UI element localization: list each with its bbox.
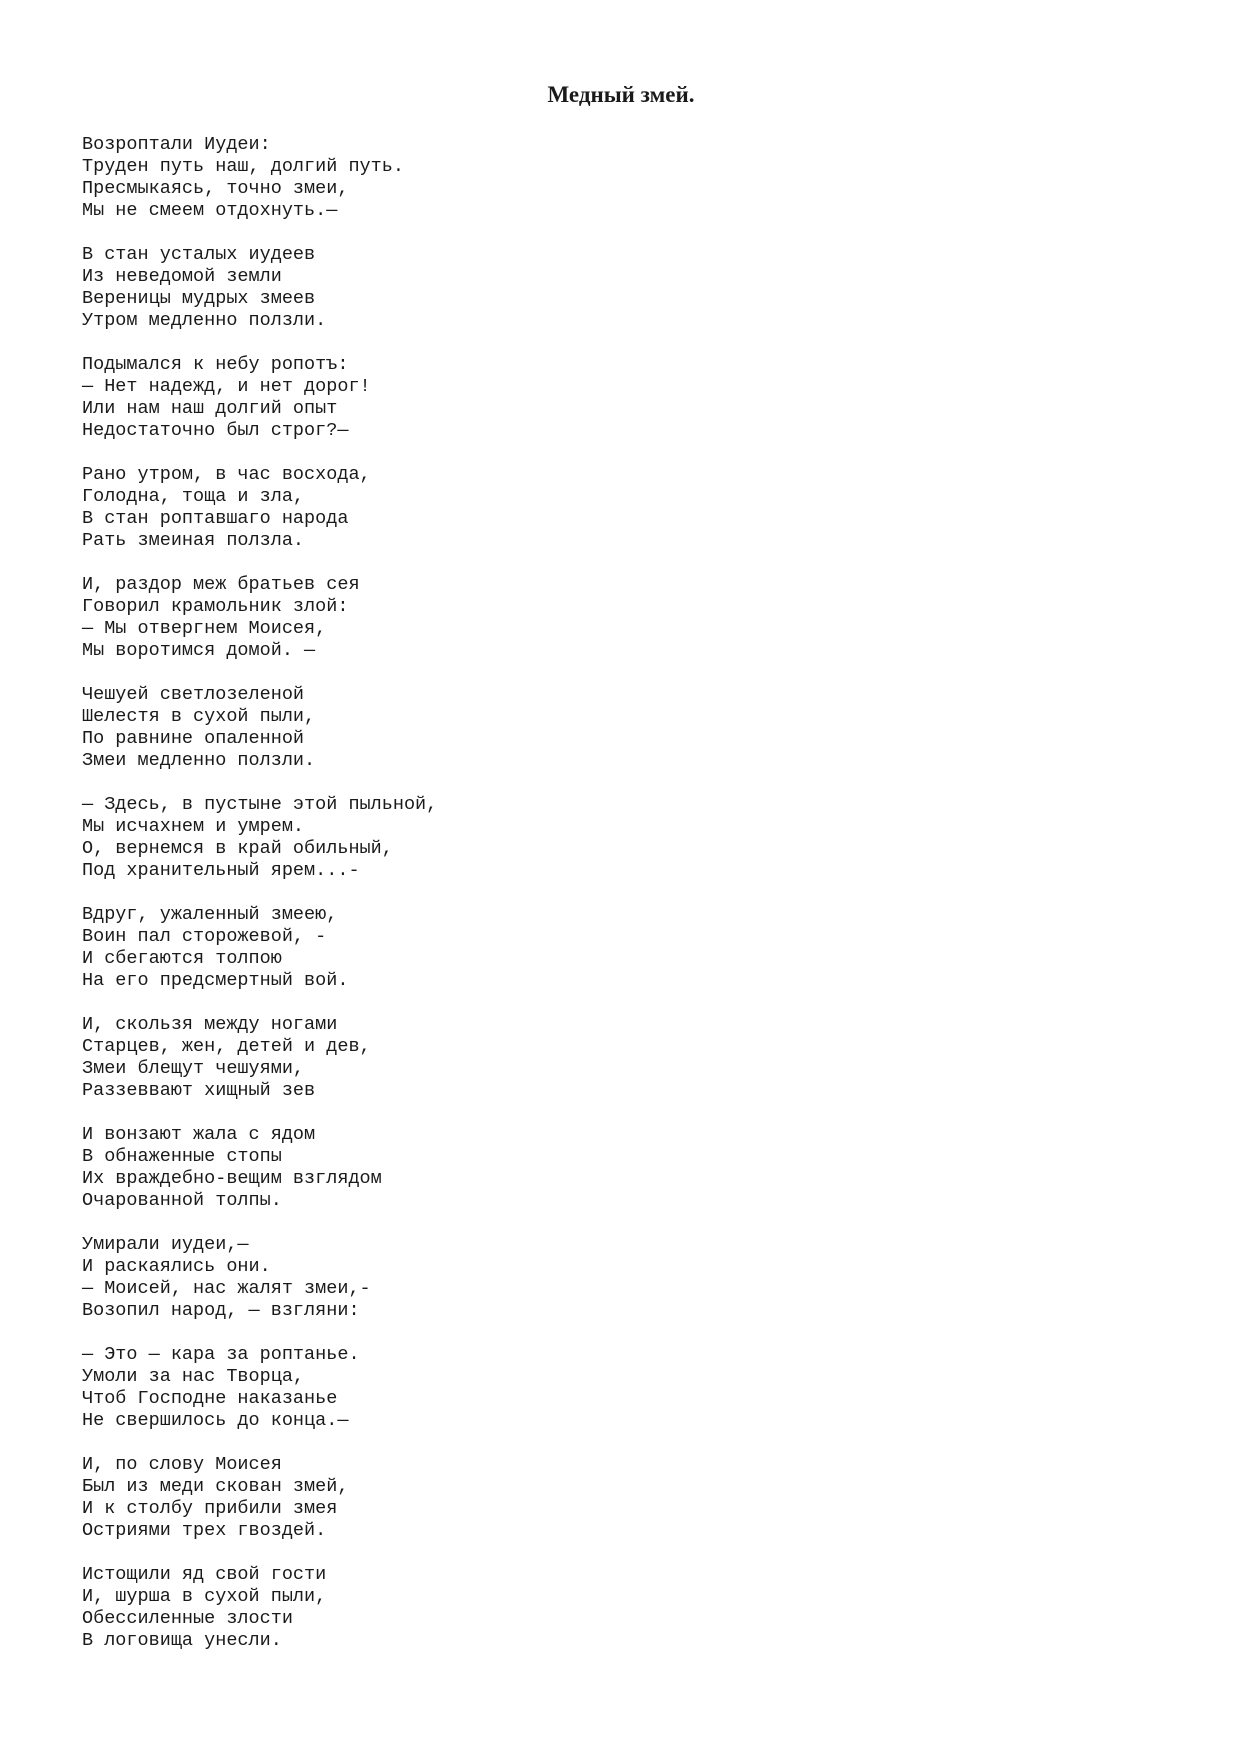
poem-line: Возопил народ, — взгляни:: [82, 1300, 360, 1321]
stanza: [82, 1014, 982, 1102]
poem-line: Подымался к небу ропотъ:: [82, 354, 349, 375]
poem-line: Умоли за нас Творца,: [82, 1366, 305, 1387]
poem-line: Рать змеиная ползла.: [82, 530, 305, 551]
poem-line: И сбегаются толпою: [82, 948, 282, 969]
poem-title: [0, 80, 1242, 110]
poem-line: Чтоб Господне наказанье: [82, 1388, 338, 1409]
poem-line: Или нам наш долгий опыт: [82, 398, 338, 419]
stanza: [82, 134, 982, 222]
poem-title-text: Медный змей.: [547, 82, 695, 107]
poem-line: И, раздор меж братьев сея: [82, 574, 360, 595]
poem-line: Остриями трех гвоздей.: [82, 1520, 327, 1541]
stanza: [82, 574, 982, 662]
stanza: [82, 1344, 982, 1432]
poem-line: Истощили яд свой гости: [82, 1564, 327, 1585]
poem-line: Утром медленно ползли.: [82, 310, 327, 331]
poem-line: Говорил крамольник злой:: [82, 596, 349, 617]
poem-line: И, по слову Моисея: [82, 1454, 282, 1475]
poem-line: И раскаялись они.: [82, 1256, 271, 1277]
poem-line: В логовища унесли.: [82, 1630, 282, 1651]
stanza: [82, 1234, 982, 1322]
poem-line: Из неведомой земли: [82, 266, 282, 287]
poem-line: Воин пал сторожевой, -: [82, 926, 327, 947]
poem-line: И, скользя между ногами: [82, 1014, 338, 1035]
poem-line: Шелестя в сухой пыли,: [82, 706, 316, 727]
poem-line: Вереницы мудрых змеев: [82, 288, 316, 309]
poem-line: Под хранительный ярем...-: [82, 860, 360, 881]
poem-line: Обессиленные злости: [82, 1608, 293, 1629]
poem-line: Чешуей светлозеленой: [82, 684, 305, 705]
poem-line: Голодна, тоща и зла,: [82, 486, 305, 507]
poem-line: Их враждебно-вещим взглядом: [82, 1168, 382, 1189]
poem-line: Змеи медленно ползли.: [82, 750, 316, 771]
poem-line: Рано утром, в час восхода,: [82, 464, 371, 485]
poem-line: — Нет надежд, и нет дорог!: [82, 376, 371, 397]
stanza: [82, 354, 982, 442]
poem-line: Очарованной толпы.: [82, 1190, 282, 1211]
poem-line: В обнаженные стопы: [82, 1146, 282, 1167]
poem-line: В стан роптавшаго народа: [82, 508, 349, 529]
poem-line: На его предсмертный вой.: [82, 970, 349, 991]
poem-line: — Мы отвергнем Моисея,: [82, 618, 327, 639]
poem-line: Недостаточно был строг?—: [82, 420, 349, 441]
poem-line: Раззеввают хищный зев: [82, 1080, 316, 1101]
poem-line: И, шурша в сухой пыли,: [82, 1586, 327, 1607]
poem-line: Вдруг, ужаленный змеею,: [82, 904, 338, 925]
poem-line: Мы исчахнем и умрем.: [82, 816, 305, 837]
poem-line: Старцев, жен, детей и дев,: [82, 1036, 371, 1057]
stanza: [82, 244, 982, 332]
poem-line: Змеи блещут чешуями,: [82, 1058, 305, 1079]
poem-line: Труден путь наш, долгий путь.: [82, 156, 404, 177]
stanza: [82, 684, 982, 772]
stanza: [82, 1454, 982, 1542]
poem-line: О, вернемся в край обильный,: [82, 838, 393, 859]
stanza: [82, 1564, 982, 1652]
poem-line: Мы воротимся домой. —: [82, 640, 316, 661]
poem-line: Был из меди скован змей,: [82, 1476, 349, 1497]
poem-line: В стан усталых иудеев: [82, 244, 316, 265]
poem-line: Не свершилось до конца.—: [82, 1410, 349, 1431]
poem-line: — Это — кара за роптанье.: [82, 1344, 360, 1365]
poem-line: — Здесь, в пустыне этой пыльной,: [82, 794, 438, 815]
poem-body: [82, 134, 982, 1674]
stanza: [82, 794, 982, 882]
poem-line: И к столбу прибили змея: [82, 1498, 338, 1519]
stanza: [82, 904, 982, 992]
poem-line: И вонзают жала с ядом: [82, 1124, 316, 1145]
poem-line: По равнине опаленной: [82, 728, 305, 749]
stanza: [82, 1124, 982, 1212]
poem-line: Мы не смеем отдохнуть.—: [82, 200, 338, 221]
poem-line: Умирали иудеи,—: [82, 1234, 249, 1255]
poem-line: — Моисей, нас жалят змеи,-: [82, 1278, 371, 1299]
poem-line: Возроптали Иудеи:: [82, 134, 271, 155]
poem-line: Пресмыкаясь, точно змеи,: [82, 178, 349, 199]
stanza: [82, 464, 982, 552]
